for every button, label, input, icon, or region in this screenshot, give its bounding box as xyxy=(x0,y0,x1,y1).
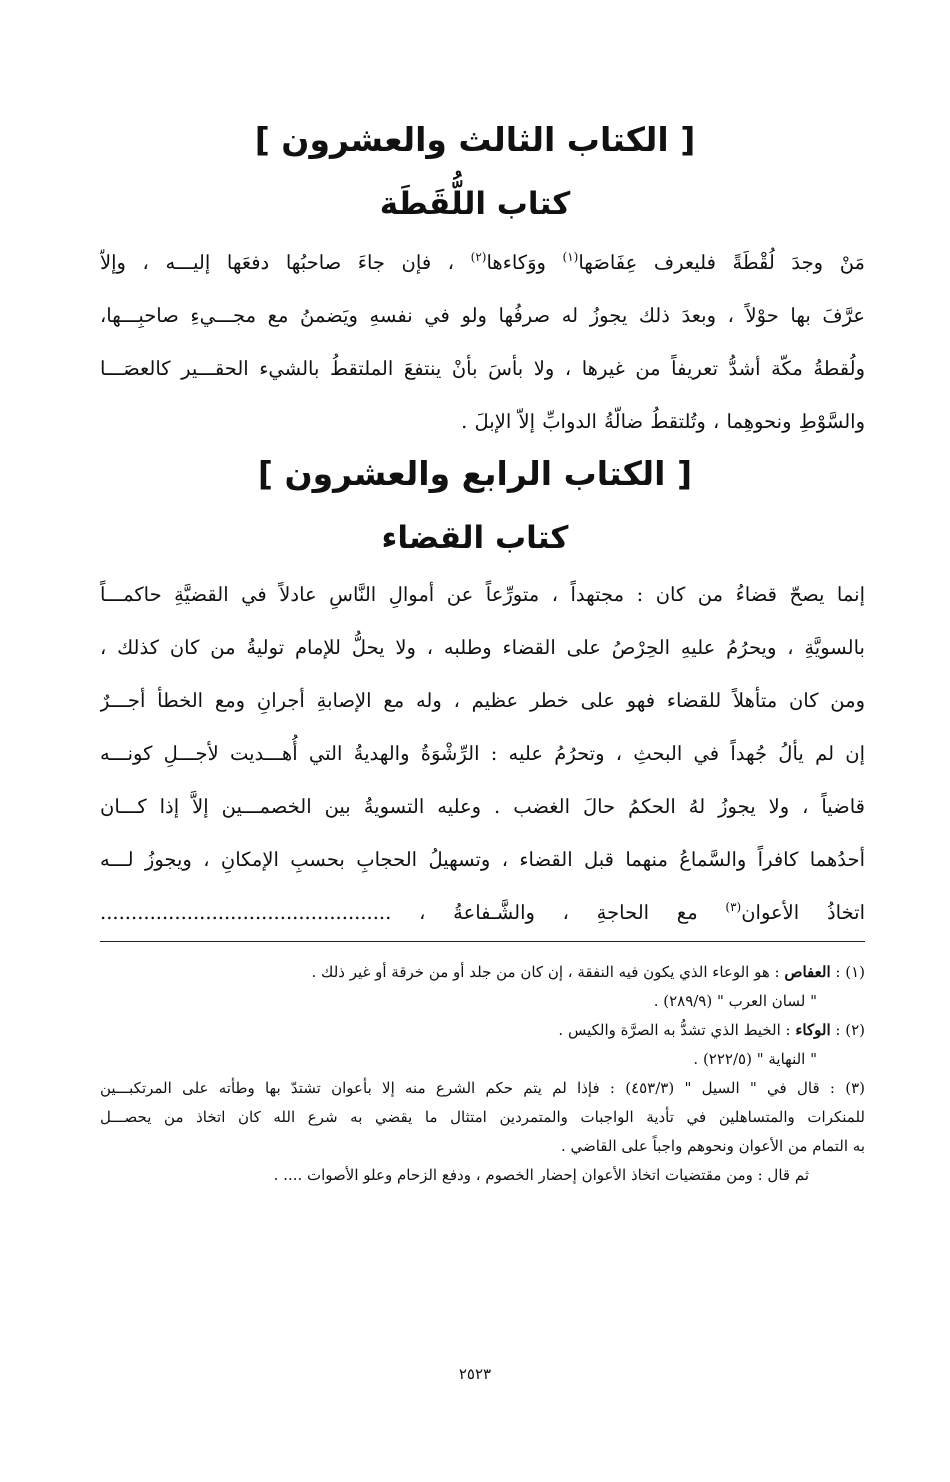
footnote-ref-1[interactable]: (١) xyxy=(562,250,579,264)
paragraph-line: ومن كان متأهلاً للقضاء فهو على خطر عظيم ، وله مع الإصابةِ أجرانِ ومع الخطأ أجـــرٌ xyxy=(100,689,865,712)
continuation-dots: ............................................... xyxy=(100,901,392,924)
footnotes xyxy=(100,958,865,1190)
line-text: مع الحاجةِ ، والشَّـفاعةُ ، xyxy=(391,901,726,924)
footnote-1 xyxy=(100,958,865,987)
book-24-paragraph xyxy=(100,568,865,939)
paragraph-line: قاضياً ، ولا يجوزُ لهُ الحكمُ حالَ الغضب . وعليه التسويةُ بين الخصمـــين إلاَّ إذا كـــان xyxy=(100,795,865,818)
footnote-number: (٢) : xyxy=(830,1021,865,1039)
footnote-1-source: " لسان العرب " (٢٨٩/٩) . xyxy=(653,992,817,1010)
footnote-term: العفاص xyxy=(784,963,831,981)
book-23-heading: [ الكتاب الثالث والعشرون ] xyxy=(254,120,696,159)
book-24-heading: [ الكتاب الرابع والعشرون ] xyxy=(257,454,693,493)
footnote-term: الوكاء xyxy=(795,1021,831,1039)
footnote-3-line: (٣) : قال في " السيل " (٤٥٣/٣) : فإذا لم يتم حكم الشرع منه إلا بأعوان تشتدّ بها وطأته على المرتكبـــين xyxy=(100,1079,865,1097)
book-23-title: كتاب اللُّقَطَة xyxy=(379,186,571,222)
footnote-3-line: ثم قال : ومن مقتضيات اتخاذ الأعوان إحضار الخصوم ، ودفع الزحام وعلو الأصوات .... . xyxy=(273,1166,809,1184)
paragraph-line: بالسويَّةِ ، ويحرُمُ عليهِ الحِرْصُ على القضاء وطلبه ، ولا يحلُّ للإمام توليةُ من كان كذلك ، xyxy=(100,636,865,659)
footnote-number: (١) : xyxy=(830,963,865,981)
book-24-title: كتاب القضاء xyxy=(381,520,569,556)
footnote-text: : الخيط الذي تشدُّ به الصرَّة والكيس . xyxy=(558,1021,796,1039)
paragraph-line: إنما يصحّ قضاءُ من كان : مجتهداً ، متورِّعاً عن أموالِ النَّاسِ عادلاً في القضيَّةِ حاكمـــاً xyxy=(100,583,865,606)
line-text: ، فإن جاءَ صاحبُها دفعَها إليـــه ، وإلاّ xyxy=(100,251,471,274)
book-23-paragraph xyxy=(100,236,865,448)
paragraph-line xyxy=(100,886,865,939)
footnote-separator xyxy=(100,941,865,942)
page-number: ٢٥٢٣ xyxy=(458,1365,492,1383)
footnote-ref-3[interactable]: (٣) xyxy=(725,900,742,914)
line-text: ووَكاءها xyxy=(486,251,563,274)
footnote-3-line: للمنكرات والمتساهلين في تأدية الواجبات والمتمردين امتثال ما يقضي به شرع الله كان اتخاذ من يحصـــل xyxy=(100,1108,865,1126)
footnote-text: : هو الوعاء الذي يكون فيه النفقة ، إن كان من جلد أو من خرقة أو غير ذلك . xyxy=(311,963,785,981)
paragraph-line: ولُقطةُ مكّة أشدُّ تعريفاً من غيرها ، ولا بأسَ بأنْ ينتفعَ الملتقطُ بالشيء الحقـــير كالعصَـــا xyxy=(100,357,865,380)
paragraph-line xyxy=(100,236,865,289)
paragraph-line: أحدُهما كافراً والسَّماعُ منهما قبل القضاء ، وتسهيلُ الحجابِ بحسبِ الإمكانِ ، ويجوزُ لـــه xyxy=(100,848,865,871)
footnote-2 xyxy=(100,1016,865,1045)
footnote-2-source: " النهاية " (٢٢٢/٥) . xyxy=(693,1050,817,1068)
paragraph-line: إن لم يألُ جُهداً في البحثِ ، وتحرُمُ عليه : الرِّشْوَةُ والهديةُ التي أُهـــديت لأجـــلِ كونـــه xyxy=(100,742,865,765)
paragraph-line: والسَّوْطِ ونحوهِما ، وتُلتقطُ ضالّةُ الدوابِّ إلاّ الإبلَ . xyxy=(461,410,865,433)
line-text: مَنْ وجدَ لُقْطَةً فليعرف عِفَاصَها xyxy=(578,251,865,274)
footnote-3-line: به التمام من الأعوان ونحوهم واجباً على القاضي . xyxy=(560,1137,865,1155)
footnote-ref-2[interactable]: (٢) xyxy=(470,250,487,264)
line-text: اتخاذُ الأعوان xyxy=(741,901,865,924)
paragraph-line: عرَّفَ بها حوْلاً ، وبعدَ ذلك يجوزُ له صرفُها ولو في نفسهِ ويَضمنُ مع مجـــيءِ صاحبِـــها، xyxy=(100,304,865,327)
